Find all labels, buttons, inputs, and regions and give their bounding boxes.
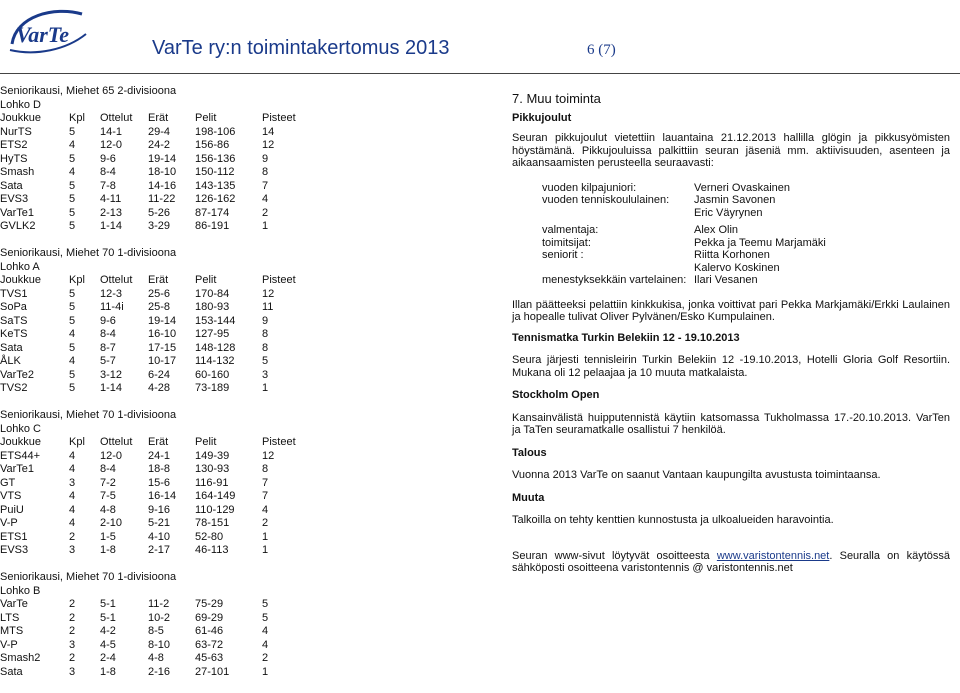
- table-cell: 6-24: [148, 368, 171, 381]
- award-recipient: Ilari Vesanen: [694, 274, 758, 286]
- table-cell: 87-174: [195, 206, 230, 219]
- standings-section: [0, 85, 500, 234]
- table-cell: 1: [262, 544, 269, 556]
- table-cell: NurTS: [0, 125, 32, 138]
- table-row: [0, 666, 500, 680]
- table-cell: 180-93: [195, 301, 230, 313]
- stockholm-text: Kansainvälistä huipputennistä käytiin katsomassa Tukholmassa 17.-20.10.2013. VarTen ja TaTen seuramatkalle osallistui 7 henkilöä.: [512, 411, 950, 436]
- table-cell: 16-14: [148, 490, 177, 502]
- table-cell: 149-39: [195, 449, 230, 462]
- section-heading: 7. Muu toiminta: [512, 91, 601, 106]
- award-recipient: Eric Väyrynen: [694, 206, 763, 219]
- table-cell: 1: [262, 665, 269, 678]
- table-cell: 8-4: [100, 166, 116, 178]
- table-cell: 18-10: [148, 166, 177, 178]
- table-row: [0, 126, 500, 140]
- web-text: Seuran www-sivut löytyvät osoitteesta www.varistontennis.net. Seuralla on käytössä sähköposti osoitteena varistontennis @ varistontennis.net: [512, 549, 950, 574]
- column-header: Ottelut: [100, 274, 133, 286]
- table-cell: VarTe1: [0, 463, 35, 475]
- table-cell: 45-63: [195, 652, 224, 664]
- table-cell: 9: [262, 314, 269, 327]
- table-cell: 198-106: [195, 125, 236, 138]
- table-cell: 8-4: [100, 463, 116, 475]
- table-cell: 150-112: [195, 166, 235, 178]
- varte-logo: [6, 4, 90, 58]
- table-cell: 1: [262, 382, 269, 394]
- table-row: [0, 315, 500, 329]
- table-cell: 4: [69, 490, 76, 502]
- table-cell: 2: [262, 206, 269, 219]
- table-cell: V-P: [0, 638, 18, 651]
- table-cell: 4-2: [100, 625, 116, 637]
- table-cell: 9-6: [100, 152, 116, 165]
- table-cell: 24-2: [148, 139, 171, 151]
- table-row: [0, 625, 500, 639]
- table-cell: 148-128: [195, 341, 236, 354]
- column-header: Pisteet: [262, 274, 296, 286]
- table-cell: 9-6: [100, 314, 116, 327]
- table-cell: 5-1: [100, 598, 116, 610]
- table-cell: 4: [69, 139, 76, 151]
- award-row: [512, 224, 950, 237]
- svg-text:VarTe: VarTe: [16, 22, 69, 47]
- table-cell: SaTS: [0, 314, 28, 327]
- table-cell: 12-0: [100, 449, 123, 462]
- table-cell: 2: [69, 598, 76, 610]
- table-row: [0, 166, 500, 180]
- table-cell: 4: [69, 517, 76, 529]
- table-row: [0, 612, 500, 626]
- table-cell: 4: [69, 463, 76, 475]
- talous-title: Talous: [512, 446, 547, 459]
- award-row: [512, 237, 950, 250]
- table-cell: 2-13: [100, 206, 123, 219]
- table-cell: 10-2: [148, 611, 171, 624]
- table-cell: 25-6: [148, 287, 171, 300]
- table-cell: VarTe2: [0, 368, 35, 381]
- column-header: Pisteet: [262, 436, 296, 448]
- table-cell: 14-1: [100, 125, 123, 138]
- table-cell: 7-5: [100, 490, 116, 502]
- award-row: [512, 262, 950, 275]
- table-cell: HyTS: [0, 152, 28, 165]
- table-cell: 1: [262, 530, 269, 543]
- table-cell: 156-136: [195, 152, 236, 165]
- table-cell: 19-14: [148, 152, 177, 165]
- table-cell: Smash2: [0, 652, 41, 664]
- award-row: [512, 182, 950, 195]
- pikkujoulut-text: Seuran pikkujoulut vietettiin lauantaina 21.12.2013 hallilla glögin ja pikkusyömisten höystämänä. Pikkujouluissa palkittiin seuran jäseniä mm. aktiivisuuden, asenteen ja aikaansaamisten perusteella seuraavasti:: [512, 132, 950, 169]
- table-cell: 5: [262, 611, 269, 624]
- table-cell: 24-1: [148, 449, 171, 462]
- column-header: Pelit: [195, 274, 217, 286]
- table-cell: 4: [69, 328, 76, 340]
- table-row: [0, 477, 500, 491]
- table-cell: 4: [69, 355, 76, 367]
- award-row: [512, 207, 950, 220]
- column-header: Pisteet: [262, 112, 296, 124]
- table-cell: 8: [262, 328, 269, 340]
- table-cell: 5: [69, 152, 76, 165]
- table-cell: 78-151: [195, 517, 230, 529]
- table-cell: 2-16: [148, 665, 171, 678]
- table-cell: 1-5: [100, 530, 116, 543]
- table-cell: 1-14: [100, 220, 123, 232]
- table-cell: 52-80: [195, 530, 224, 543]
- table-row: [0, 328, 500, 342]
- matka-title: Tennismatka Turkin Belekiin 12 - 19.10.2013: [512, 331, 740, 344]
- award-category: vuoden tenniskoululainen:: [542, 194, 670, 206]
- table-cell: Sata: [0, 665, 23, 678]
- table-cell: 5-21: [148, 517, 171, 529]
- document-title: VarTe ry:n toimintakertomus 2013: [152, 37, 450, 59]
- table-cell: 3: [69, 638, 76, 651]
- table-cell: LTS: [0, 611, 20, 624]
- table-cell: 8-7: [100, 341, 116, 354]
- table-cell: 5-26: [148, 206, 171, 219]
- group-label: Lohko D: [0, 98, 41, 111]
- table-cell: 3-12: [100, 368, 123, 381]
- table-cell: 8: [262, 166, 269, 178]
- group-label: Lohko C: [0, 422, 41, 435]
- table-cell: 5: [69, 206, 76, 219]
- table-cell: 12-3: [100, 287, 123, 300]
- table-cell: 3: [262, 368, 269, 381]
- table-cell: 86-191: [195, 220, 230, 232]
- table-cell: 10-17: [148, 355, 177, 367]
- table-cell: 16-10: [148, 328, 177, 340]
- table-cell: 7-8: [100, 179, 116, 192]
- table-cell: VarTe: [0, 598, 28, 610]
- table-cell: VTS: [0, 490, 22, 502]
- table-cell: 12-0: [100, 139, 123, 151]
- table-cell: 5: [69, 179, 76, 192]
- award-category: vuoden kilpajuniori:: [542, 181, 637, 194]
- table-cell: 1: [262, 220, 269, 232]
- table-cell: 2: [262, 517, 269, 529]
- table-cell: 4-28: [148, 382, 171, 394]
- table-cell: 7-2: [100, 476, 116, 489]
- award-recipient: Pekka ja Teemu Marjamäki: [694, 236, 826, 249]
- column-header: Erät: [148, 436, 169, 448]
- muuta-text: Talkoilla on tehty kenttien kunnostusta ja ulkoalueiden haravointia.: [512, 514, 834, 526]
- table-cell: 25-8: [148, 301, 171, 313]
- table-row: [0, 207, 500, 221]
- table-cell: TVS1: [0, 287, 28, 300]
- table-cell: 1-8: [100, 544, 116, 556]
- table-cell: 11: [262, 301, 274, 313]
- column-header: Ottelut: [100, 112, 133, 124]
- table-row: [0, 301, 500, 315]
- table-cell: 116-91: [195, 476, 229, 489]
- table-cell: 5: [69, 301, 76, 313]
- standings-column: [0, 85, 500, 693]
- table-cell: 9-16: [148, 503, 171, 516]
- table-cell: 5-1: [100, 611, 116, 624]
- table-cell: PuiU: [0, 503, 24, 516]
- muuta-title: Muuta: [512, 491, 545, 504]
- table-cell: KeTS: [0, 328, 28, 340]
- table-row: [0, 544, 500, 558]
- award-recipient: Jasmin Savonen: [694, 194, 776, 206]
- table-cell: Smash: [0, 166, 35, 178]
- table-cell: GVLK2: [0, 220, 36, 232]
- table-row: [0, 369, 500, 383]
- header-divider: [0, 73, 960, 74]
- table-cell: 9: [262, 152, 269, 165]
- column-header: Pelit: [195, 112, 217, 124]
- column-header: Erät: [148, 112, 169, 124]
- table-cell: EVS3: [0, 544, 29, 556]
- table-cell: 4-10: [148, 530, 171, 543]
- table-cell: 143-135: [195, 179, 236, 192]
- table-cell: 3: [69, 665, 76, 678]
- table-cell: 110-129: [195, 503, 235, 516]
- stockholm-title: Stockholm Open: [512, 389, 600, 401]
- section-title: Seniorikausi, Miehet 70 1-divisioona: [0, 409, 177, 421]
- table-cell: 69-29: [195, 611, 224, 624]
- table-cell: 5: [69, 125, 76, 138]
- table-row: [0, 342, 500, 356]
- table-cell: 75-29: [195, 598, 224, 610]
- table-cell: 11-2: [148, 598, 170, 610]
- table-row: [0, 139, 500, 153]
- pikkujoulut-title: Pikkujoulut: [512, 111, 572, 124]
- table-cell: EVS3: [0, 193, 29, 205]
- table-cell: 73-189: [195, 382, 230, 394]
- table-cell: 126-162: [195, 193, 236, 205]
- column-header: Joukkue: [0, 112, 41, 124]
- table-cell: 1-8: [100, 665, 116, 678]
- table-row: [0, 598, 500, 612]
- table-cell: 4: [262, 193, 269, 205]
- table-cell: 4: [262, 625, 269, 637]
- table-row: [0, 639, 500, 653]
- table-row: [0, 153, 500, 167]
- table-cell: 8: [262, 463, 269, 475]
- table-cell: 5: [262, 355, 269, 367]
- table-cell: 5-7: [100, 355, 116, 367]
- group-label: Lohko A: [0, 260, 40, 273]
- table-cell: 3: [69, 544, 76, 556]
- table-cell: 12: [262, 449, 275, 462]
- table-cell: 4: [69, 166, 76, 178]
- table-cell: 3-29: [148, 220, 171, 232]
- table-cell: V-P: [0, 517, 18, 529]
- table-row: [0, 517, 500, 531]
- table-cell: 1-14: [100, 382, 123, 394]
- table-cell: 114-132: [195, 355, 235, 367]
- table-cell: 61-46: [195, 625, 224, 637]
- other-activities-column: [512, 93, 950, 575]
- table-cell: 2: [69, 625, 76, 637]
- table-cell: 11-22: [148, 193, 176, 205]
- table-cell: SoPa: [0, 301, 27, 313]
- table-cell: 2: [69, 652, 76, 664]
- table-cell: Sata: [0, 179, 23, 192]
- header-row: [0, 436, 500, 450]
- section-title: Seniorikausi, Miehet 70 1-divisioona: [0, 247, 177, 259]
- table-cell: 5: [69, 382, 76, 394]
- table-cell: 4: [69, 503, 76, 516]
- table-cell: 5: [69, 220, 76, 232]
- table-row: [0, 180, 500, 194]
- table-cell: ETS1: [0, 530, 28, 543]
- website-link[interactable]: www.varistontennis.net: [716, 549, 830, 562]
- table-row: [0, 490, 500, 504]
- award-category: valmentaja:: [542, 224, 599, 236]
- table-cell: 130-93: [195, 463, 230, 475]
- page-number: 6 (7): [587, 42, 616, 58]
- column-header: Erät: [148, 274, 169, 286]
- table-row: [0, 504, 500, 518]
- table-cell: ETS44+: [0, 449, 41, 462]
- table-cell: 14: [262, 125, 275, 138]
- section-title: Seniorikausi, Miehet 65 2-divisioona: [0, 85, 177, 97]
- standings-section: [0, 247, 500, 396]
- table-row: [0, 450, 500, 464]
- table-cell: 19-14: [148, 314, 177, 327]
- table-cell: 2: [69, 611, 76, 624]
- table-cell: 5: [69, 368, 76, 381]
- table-cell: 18-8: [148, 463, 171, 475]
- table-row: [0, 220, 500, 234]
- table-cell: 7: [262, 490, 269, 502]
- table-cell: 4: [262, 638, 269, 651]
- talous-text: Vuonna 2013 VarTe on saanut Vantaan kaupungilta avustusta toimintaansa.: [512, 469, 881, 481]
- table-cell: 8: [262, 341, 269, 354]
- award-category: seniorit :: [542, 249, 584, 261]
- award-row: [512, 274, 950, 287]
- standings-section: [0, 571, 500, 679]
- column-header: Joukkue: [0, 436, 41, 448]
- table-cell: 17-15: [148, 341, 177, 354]
- award-row: [512, 249, 950, 262]
- table-cell: 60-160: [195, 368, 230, 381]
- table-cell: 2-4: [100, 652, 116, 664]
- award-category: menestyksekkäin vartelainen:: [542, 274, 687, 286]
- table-cell: 164-149: [195, 490, 236, 502]
- table-cell: 8-10: [148, 638, 171, 651]
- award-recipient: Kalervo Koskinen: [694, 261, 780, 274]
- table-row: [0, 531, 500, 545]
- table-cell: VarTe1: [0, 206, 35, 219]
- table-cell: 2-17: [148, 544, 171, 556]
- table-cell: 15-6: [148, 476, 171, 489]
- table-cell: 4-8: [100, 503, 116, 516]
- table-cell: 5: [262, 598, 269, 610]
- table-cell: 46-113: [195, 544, 229, 556]
- column-header: Kpl: [69, 274, 85, 286]
- header-row: [0, 274, 500, 288]
- award-recipient: Verneri Ovaskainen: [694, 181, 790, 194]
- table-cell: GT: [0, 476, 16, 489]
- column-header: Joukkue: [0, 274, 41, 286]
- award-recipient: Riitta Korhonen: [694, 249, 770, 261]
- table-cell: 127-95: [195, 328, 230, 340]
- table-cell: 156-86: [195, 139, 230, 151]
- table-cell: 4-5: [100, 638, 116, 651]
- header-row: [0, 112, 500, 126]
- awards-list: [512, 182, 950, 287]
- table-cell: 4-11: [100, 193, 122, 205]
- table-cell: 2: [262, 652, 269, 664]
- column-header: Ottelut: [100, 436, 133, 448]
- table-cell: 14-16: [148, 179, 177, 192]
- table-cell: 63-72: [195, 638, 224, 651]
- table-cell: ÅLK: [0, 355, 21, 367]
- table-row: [0, 463, 500, 477]
- table-cell: Sata: [0, 341, 23, 354]
- table-cell: 7: [262, 476, 269, 489]
- table-cell: 5: [69, 341, 76, 354]
- table-cell: 3: [69, 476, 76, 489]
- table-cell: 153-144: [195, 314, 236, 327]
- table-cell: 5: [69, 314, 76, 327]
- column-header: Kpl: [69, 112, 85, 124]
- table-cell: 29-4: [148, 125, 171, 138]
- column-header: Pelit: [195, 436, 217, 448]
- table-cell: 2: [69, 530, 76, 543]
- closing-text: Illan päätteeksi pelattiin kinkkukisa, jonka voittivat pari Pekka Markjamäki/Erkki Laulainen ja hopealle tulivat Oliver Pylvänen/Esko Kumpulainen.: [512, 298, 950, 323]
- table-cell: 12: [262, 287, 275, 300]
- table-cell: 5: [69, 287, 76, 300]
- standings-section: [0, 409, 500, 558]
- table-cell: 7: [262, 179, 269, 192]
- table-cell: 4-8: [148, 652, 164, 664]
- table-row: [0, 193, 500, 207]
- table-cell: ETS2: [0, 139, 28, 151]
- table-row: [0, 288, 500, 302]
- table-cell: 11-4i: [100, 301, 124, 313]
- award-recipient: Alex Olin: [694, 224, 739, 236]
- section-title: Seniorikausi, Miehet 70 1-divisioona: [0, 571, 177, 583]
- table-cell: TVS2: [0, 382, 28, 394]
- table-cell: 2-10: [100, 517, 123, 529]
- table-cell: 4: [69, 449, 76, 462]
- table-row: [0, 652, 500, 666]
- award-category: toimitsijat:: [542, 236, 591, 249]
- group-label: Lohko B: [0, 584, 41, 597]
- column-header: Kpl: [69, 436, 85, 448]
- table-cell: 8-5: [148, 625, 164, 637]
- award-row: [512, 194, 950, 207]
- table-cell: 170-84: [195, 287, 230, 300]
- table-cell: 5: [69, 193, 76, 205]
- table-row: [0, 355, 500, 369]
- table-cell: 8-4: [100, 328, 116, 340]
- matka-text: Seura järjesti tennisleirin Turkin Belekiin 12 -19.10.2013, Hotelli Gloria Golf Resortiin. Mukana oli 12 pelaajaa ja 10 muuta matkalaista.: [512, 354, 950, 379]
- table-cell: MTS: [0, 625, 24, 637]
- table-cell: 12: [262, 139, 275, 151]
- table-cell: 4: [262, 503, 269, 516]
- table-cell: 27-101: [195, 665, 230, 678]
- table-row: [0, 382, 500, 396]
